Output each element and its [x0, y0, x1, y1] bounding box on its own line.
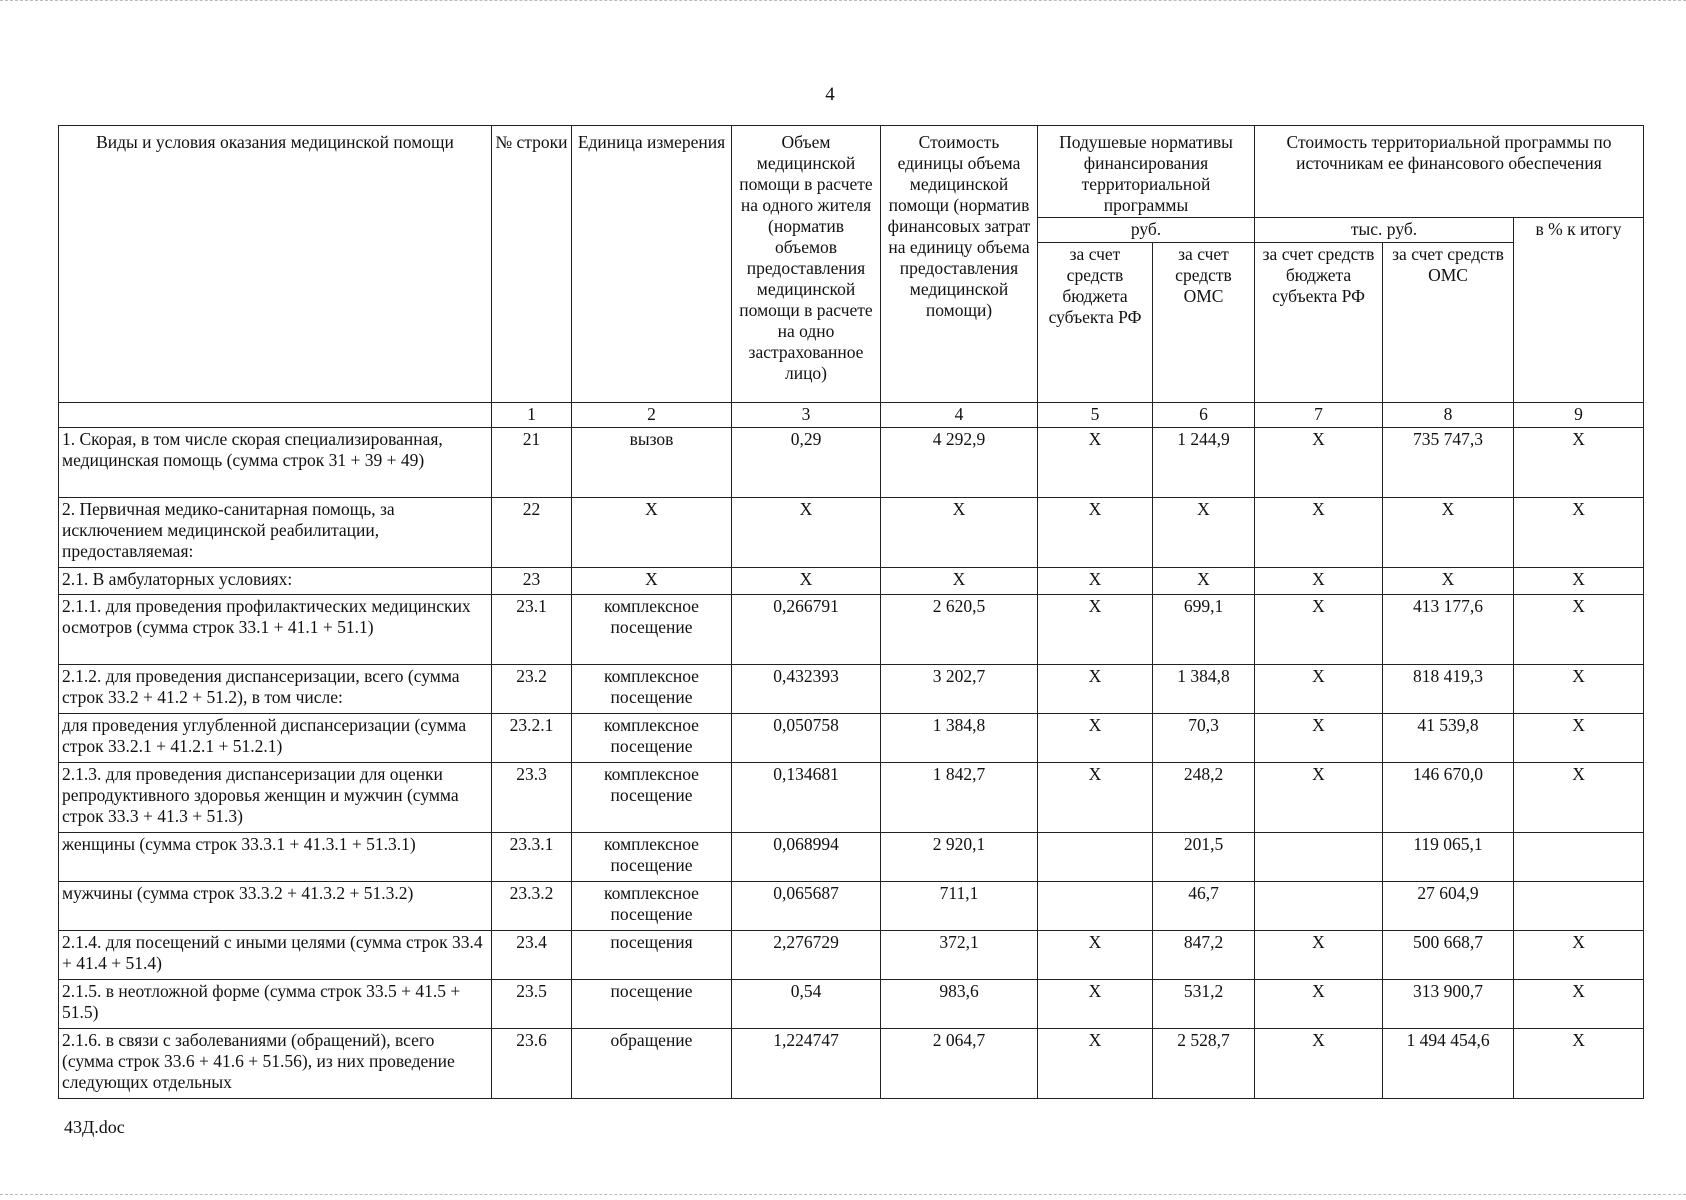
row-col6: 847,2: [1153, 931, 1255, 980]
row-cost: 1 842,7: [881, 763, 1038, 833]
header-per-capita-standards: Подушевые нормативы финансирования территориальной программы: [1038, 126, 1255, 218]
row-col7: X: [1255, 595, 1383, 665]
row-unit: X: [572, 498, 732, 568]
header-volume: Объем медицинской помощи в расчете на одного жителя (норматив объемов предоставления медицинской помощи в расчете на одно застрахованное лицо): [732, 126, 881, 403]
row-cost: 3 202,7: [881, 665, 1038, 714]
header-budget-col7: за счет средств бюджета субъекта РФ: [1255, 243, 1383, 403]
column-number: 1: [492, 403, 572, 428]
column-number: 4: [881, 403, 1038, 428]
table-row: [59, 1029, 1644, 1099]
row-col9: X: [1514, 665, 1644, 714]
row-col9: X: [1514, 1029, 1644, 1099]
page-number: 4: [825, 84, 835, 105]
row-col8: 27 604,9: [1383, 882, 1514, 931]
row-volume: X: [732, 498, 881, 568]
row-number: 23.6: [492, 1029, 572, 1099]
row-col6: 248,2: [1153, 763, 1255, 833]
table-row: [59, 568, 1644, 595]
row-name: для проведения углубленной диспансеризации (сумма строк 33.2.1 + 41.2.1 + 51.2.1): [59, 714, 492, 763]
row-col9: X: [1514, 568, 1644, 595]
row-col8: 119 065,1: [1383, 833, 1514, 882]
row-col5: X: [1038, 498, 1153, 568]
row-unit: посещения: [572, 931, 732, 980]
header-unit-cost: Стоимость единицы объема медицинской помощи (норматив финансовых затрат на единицу объема предоставления медицинской помощи): [881, 126, 1038, 403]
table-row: [59, 428, 1644, 498]
row-name: 2.1.6. в связи с заболеваниями (обращений), всего (сумма строк 33.6 + 41.6 + 51.56), из них проведение следующих отдельных: [59, 1029, 492, 1099]
row-number: 23.3.1: [492, 833, 572, 882]
row-number: 21: [492, 428, 572, 498]
header-types-of-care: Виды и условия оказания медицинской помощи: [59, 126, 492, 403]
row-col7: X: [1255, 568, 1383, 595]
scan-edge-top: [0, 0, 1686, 4]
column-number: 3: [732, 403, 881, 428]
row-volume: 0,068994: [732, 833, 881, 882]
row-col7: X: [1255, 763, 1383, 833]
table-row: [59, 980, 1644, 1029]
row-volume: 0,065687: [732, 882, 881, 931]
row-col8: 146 670,0: [1383, 763, 1514, 833]
row-number: 23.4: [492, 931, 572, 980]
row-col9: X: [1514, 980, 1644, 1029]
row-col9: X: [1514, 428, 1644, 498]
row-unit: комплексное посещение: [572, 714, 732, 763]
row-col8: 41 539,8: [1383, 714, 1514, 763]
row-col6: 1 244,9: [1153, 428, 1255, 498]
row-cost: 983,6: [881, 980, 1038, 1029]
row-col9: X: [1514, 763, 1644, 833]
column-number: 9: [1514, 403, 1644, 428]
row-volume: X: [732, 568, 881, 595]
column-number: [59, 403, 492, 428]
row-number: 23.5: [492, 980, 572, 1029]
row-col6: 1 384,8: [1153, 665, 1255, 714]
table-row: [59, 833, 1644, 882]
row-name: 2.1.1. для проведения профилактических медицинских осмотров (сумма строк 33.1 + 41.1 + 51.1): [59, 595, 492, 665]
table-row: [59, 714, 1644, 763]
row-name: женщины (сумма строк 33.3.1 + 41.3.1 + 51.3.1): [59, 833, 492, 882]
row-col6: 201,5: [1153, 833, 1255, 882]
row-number: 23: [492, 568, 572, 595]
row-col9: X: [1514, 498, 1644, 568]
row-col5: X: [1038, 931, 1153, 980]
row-name: 2.1.3. для проведения диспансеризации для оценки репродуктивного здоровья женщин и мужчин (сумма строк 33.3 + 41.3 + 51.3): [59, 763, 492, 833]
row-col5: [1038, 833, 1153, 882]
row-name: 2. Первичная медико-санитарная помощь, за исключением медицинской реабилитации, предоставляемая:: [59, 498, 492, 568]
row-col8: 1 494 454,6: [1383, 1029, 1514, 1099]
row-col7: [1255, 833, 1383, 882]
table-row: [59, 595, 1644, 665]
header-unit-rub: руб.: [1038, 218, 1255, 243]
row-col7: X: [1255, 980, 1383, 1029]
row-col6: 70,3: [1153, 714, 1255, 763]
row-col8: 735 747,3: [1383, 428, 1514, 498]
row-col7: X: [1255, 931, 1383, 980]
row-volume: 0,266791: [732, 595, 881, 665]
row-volume: 0,134681: [732, 763, 881, 833]
footer-file-name: 43Д.doc: [64, 1117, 125, 1137]
row-volume: 0,54: [732, 980, 881, 1029]
row-unit: комплексное посещение: [572, 595, 732, 665]
row-name: 2.1.4. для посещений с иными целями (сумма строк 33.4 + 41.4 + 51.4): [59, 931, 492, 980]
row-col5: X: [1038, 665, 1153, 714]
row-col7: X: [1255, 498, 1383, 568]
row-volume: 0,050758: [732, 714, 881, 763]
column-number: 7: [1255, 403, 1383, 428]
header-unit: Единица измерения: [572, 126, 732, 403]
row-unit: комплексное посещение: [572, 833, 732, 882]
row-name: 2.1.2. для проведения диспансеризации, всего (сумма строк 33.2 + 41.2 + 51.2), в том числе:: [59, 665, 492, 714]
scan-edge-bottom: [0, 1194, 1686, 1198]
row-col6: 46,7: [1153, 882, 1255, 931]
row-number: 23.3: [492, 763, 572, 833]
row-cost: 2 620,5: [881, 595, 1038, 665]
header-budget-col5: за счет средств бюджета субъекта РФ: [1038, 243, 1153, 403]
row-col5: X: [1038, 980, 1153, 1029]
column-number: 6: [1153, 403, 1255, 428]
table-row: [59, 931, 1644, 980]
row-cost: 372,1: [881, 931, 1038, 980]
header-percent-of-total: в % к итогу: [1514, 218, 1644, 403]
header-oms-col6: за счет средств ОМС: [1153, 243, 1255, 403]
table-row: [59, 882, 1644, 931]
row-col6: X: [1153, 568, 1255, 595]
row-cost: 2 064,7: [881, 1029, 1038, 1099]
row-col5: X: [1038, 568, 1153, 595]
row-volume: 0,432393: [732, 665, 881, 714]
row-cost: X: [881, 568, 1038, 595]
row-col6: 531,2: [1153, 980, 1255, 1029]
row-unit: X: [572, 568, 732, 595]
row-col7: X: [1255, 1029, 1383, 1099]
row-col8: X: [1383, 498, 1514, 568]
medical-care-cost-table: [58, 125, 1644, 1099]
row-number: 23.2.1: [492, 714, 572, 763]
row-name: 2.1. В амбулаторных условиях:: [59, 568, 492, 595]
row-col6: 699,1: [1153, 595, 1255, 665]
row-col5: X: [1038, 763, 1153, 833]
row-col9: X: [1514, 714, 1644, 763]
row-col8: X: [1383, 568, 1514, 595]
header-row-number: № строки: [492, 126, 572, 403]
table-row: [59, 498, 1644, 568]
row-name: мужчины (сумма строк 33.3.2 + 41.3.2 + 51.3.2): [59, 882, 492, 931]
column-number: 5: [1038, 403, 1153, 428]
row-cost: 4 292,9: [881, 428, 1038, 498]
row-col8: 313 900,7: [1383, 980, 1514, 1029]
row-cost: X: [881, 498, 1038, 568]
row-unit: комплексное посещение: [572, 665, 732, 714]
table-row: [59, 665, 1644, 714]
row-col9: [1514, 882, 1644, 931]
row-name: 1. Скорая, в том числе скорая специализированная, медицинская помощь (сумма строк 31 + 39 + 49): [59, 428, 492, 498]
column-number: 8: [1383, 403, 1514, 428]
row-volume: 0,29: [732, 428, 881, 498]
row-col5: X: [1038, 1029, 1153, 1099]
row-col7: X: [1255, 665, 1383, 714]
row-col5: X: [1038, 595, 1153, 665]
row-number: 23.3.2: [492, 882, 572, 931]
row-unit: посещение: [572, 980, 732, 1029]
row-col5: [1038, 882, 1153, 931]
row-col8: 413 177,6: [1383, 595, 1514, 665]
row-cost: 1 384,8: [881, 714, 1038, 763]
row-unit: обращение: [572, 1029, 732, 1099]
row-col6: X: [1153, 498, 1255, 568]
row-col6: 2 528,7: [1153, 1029, 1255, 1099]
row-col7: X: [1255, 714, 1383, 763]
row-unit: комплексное посещение: [572, 763, 732, 833]
row-col9: X: [1514, 595, 1644, 665]
header-oms-col8: за счет средств ОМС: [1383, 243, 1514, 403]
header-program-cost: Стоимость территориальной программы по источникам ее финансового обеспечения: [1255, 126, 1644, 218]
row-col5: X: [1038, 714, 1153, 763]
row-cost: 711,1: [881, 882, 1038, 931]
row-name: 2.1.5. в неотложной форме (сумма строк 33.5 + 41.5 + 51.5): [59, 980, 492, 1029]
row-number: 22: [492, 498, 572, 568]
header-unit-thousand-rub: тыс. руб.: [1255, 218, 1514, 243]
row-col8: 500 668,7: [1383, 931, 1514, 980]
row-col9: X: [1514, 931, 1644, 980]
row-number: 23.2: [492, 665, 572, 714]
row-col5: X: [1038, 428, 1153, 498]
table-row: [59, 763, 1644, 833]
row-number: 23.1: [492, 595, 572, 665]
row-col7: [1255, 882, 1383, 931]
column-number-row: [59, 403, 1644, 428]
row-cost: 2 920,1: [881, 833, 1038, 882]
row-unit: вызов: [572, 428, 732, 498]
row-col8: 818 419,3: [1383, 665, 1514, 714]
row-unit: комплексное посещение: [572, 882, 732, 931]
row-volume: 1,224747: [732, 1029, 881, 1099]
column-number: 2: [572, 403, 732, 428]
row-col9: [1514, 833, 1644, 882]
row-volume: 2,276729: [732, 931, 881, 980]
row-col7: X: [1255, 428, 1383, 498]
